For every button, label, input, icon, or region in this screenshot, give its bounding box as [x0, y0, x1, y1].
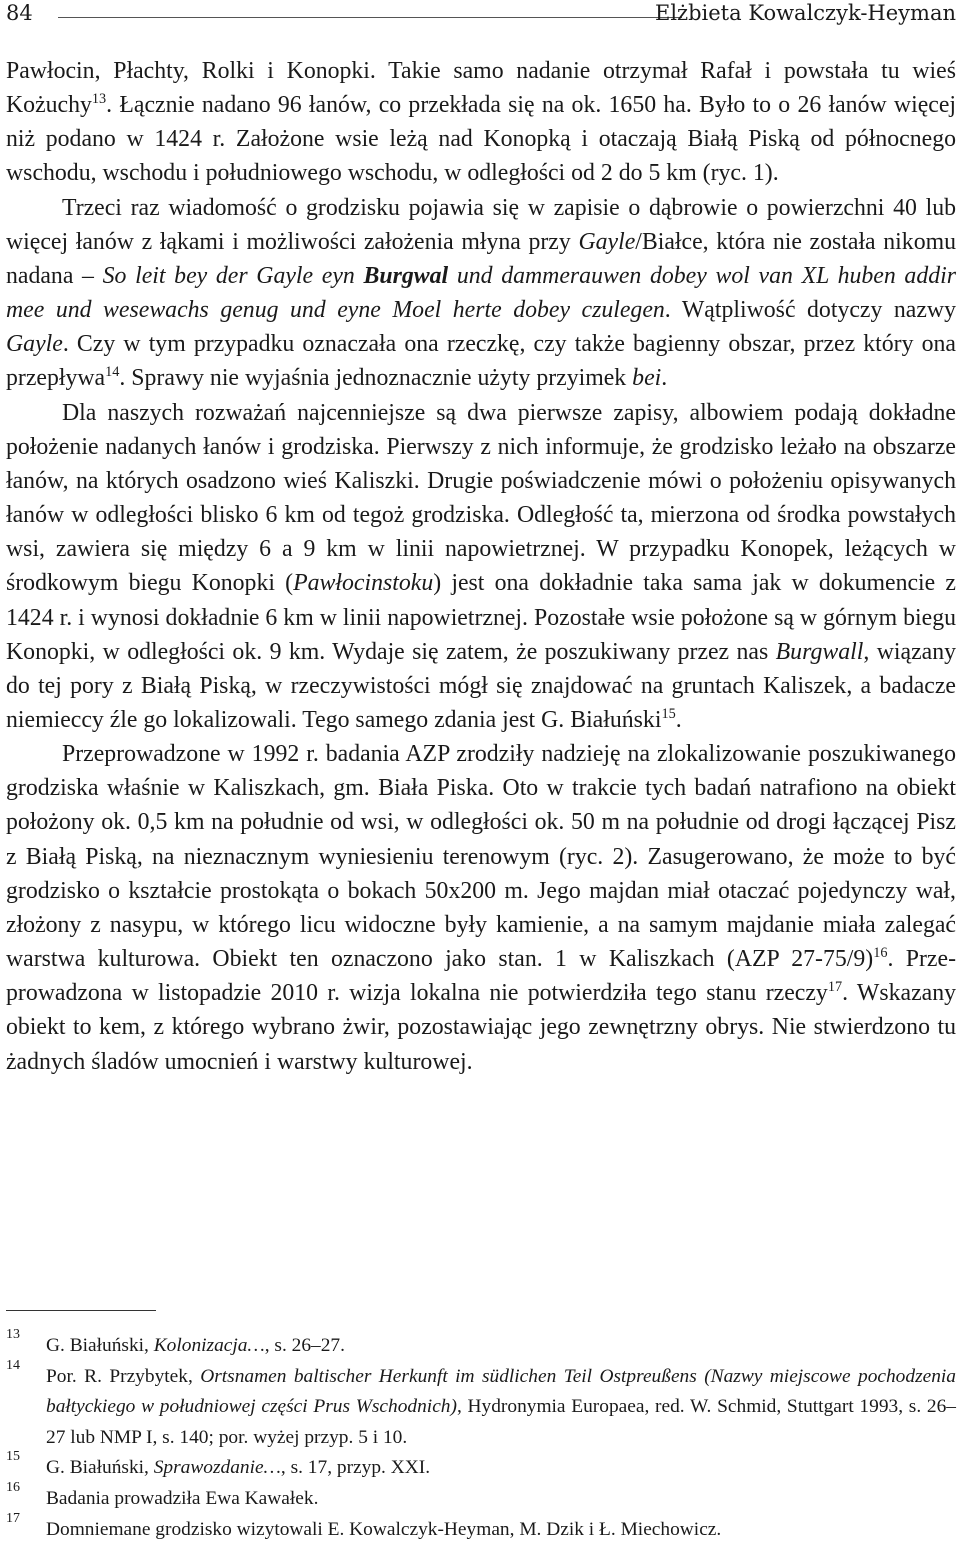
footnote	[6, 1510, 956, 1546]
paragraph	[6, 396, 956, 738]
paragraph	[6, 737, 956, 1079]
text-run: , s. 17, przyp. XXI.	[280, 1457, 431, 1479]
italic-text: Sprawozdanie…	[153, 1457, 281, 1479]
footnote	[6, 1479, 956, 1515]
text-run: Badania prowadziła Ewa Kawałek.	[46, 1487, 319, 1509]
footnote-text	[46, 1362, 956, 1454]
italic-text: und dammerauwen dobey wol van XL huben addir mee und wesewachs genug und eyne Moel herte dobey czulegen	[6, 262, 956, 324]
paragraph	[6, 191, 956, 396]
footnote-reference: 14	[105, 364, 120, 381]
italic-text: Burgwall	[775, 638, 864, 665]
italic-text: Ortsnamen baltischer Herkunft im südlichen Teil Ostpreußens (Nazwy miejscowe pochodzenia bałtyckiego w południowej części Prus Wschodnich)	[46, 1365, 957, 1418]
italic-text: Gayle	[578, 228, 636, 255]
text-run: .	[661, 365, 668, 392]
text-run: G. Białuński,	[46, 1335, 154, 1356]
body-text	[6, 54, 956, 1079]
bold-italic-text: Burgwal	[363, 262, 449, 289]
footnote-reference: 16	[873, 945, 888, 962]
footnote-reference: 15	[661, 706, 676, 723]
footnote-reference: 13	[91, 91, 107, 108]
page-number: 84	[6, 1, 33, 25]
text-run: Domniemane grodzisko wizytowali E. Kowalczyk-Heyman, M. Dzik i Ł. Miechowicz.	[46, 1518, 722, 1540]
running-header	[6, 0, 956, 30]
italic-text: Gayle	[6, 331, 63, 358]
footnote-text	[46, 1515, 956, 1546]
footnote-reference: 17	[827, 979, 843, 996]
footnote	[6, 1327, 956, 1362]
footnote-number: 17	[6, 1510, 20, 1526]
footnote	[6, 1357, 957, 1454]
text-run: , wiązany do tej pory z Białą Piską, w rzeczywistości mógł się znajdować na gruntach Kaliszek, a badacze niemieccy źle go lokalizowali. Tego samego zdania jest G. Białuński	[6, 638, 956, 733]
text-run: , s. 26–27.	[264, 1335, 345, 1356]
paragraph	[6, 54, 956, 191]
text-run: . Wskazany obiekt to kem, z którego wybrano żwir, pozostawiając jego zewnętrzny obrys. Nie stwierdzono tu żadnych śladów umocnień i warstwy kulturowej.	[6, 980, 956, 1075]
running-author: Elżbieta Kowalczyk-Heyman	[654, 1, 956, 25]
footnotes	[6, 1327, 957, 1545]
text-run: Dla naszych rozważań najcenniejsze są dwa pierwsze zapisy, albowiem podają dokładne położenie nadanych łanów i grodziska. Pierwszy z nich informuje, że grodzisko leżało na obszarze łanów, na których osadzono wieś Kaliszki. Drugie poświadczenie mówi o położeniu opisywanych łanów w odległości blisko 6 km od tegoż grodziska. Odległość ta, mierzona od środka powstałych wsi, zawiera się między 6 a 9 km w linii napowietrznej. W przypadku Konopek, leżących w środkowym biegu Konopki (	[6, 399, 956, 597]
text-run: . Wątpliwość dotyczy nazwy	[664, 297, 956, 324]
footnote-text	[46, 1453, 956, 1484]
text-run: . Czy w tym przypadku oznaczała ona rzeczkę, czy także bagienny obszar, przez który ona przepływa	[6, 331, 956, 392]
text-run: Przeprowadzone w 1992 r. badania AZP zrodziły nadzieję na zlokalizowanie poszukiwanego grodziska właśnie w Kaliszkach, gm. Biała Piska. Oto w trakcie tych badań natrafiono na obiekt położony ok. 0,5 km na południe od wsi, w odległości ok. 50 m na południe od drogi łączącej Pisz z Białą Piską, na nieznacznym wyniesieniu terenowym (ryc. 2). Zasugerowano, że może to być grodzisko o kształcie prostokąta o bokach 50x200 m. Jego majdan miał otaczać pojedynczy wał, złożony z nasypu, w którego licu widoczne były kamienie, a na samym majdanie miała zalegać warstwa kulturowa. Obiekt ten oznaczono jako stan. 1 w Kaliszkach (AZP 27-75/9)	[6, 741, 956, 973]
text-run: G. Białuński,	[46, 1457, 154, 1479]
footnote-number: 13	[6, 1327, 20, 1342]
text-run: ) jest ona dokładnie taka sama jak w dokumencie z 1424 r. i wynosi dokładnie 6 km w linii napowietrznej. Pozostałe wsie położone są w górnym biegu Konopki, w odległości ok. 9 km. Wydaje się zatem, że poszukiwany przez nas	[6, 570, 956, 665]
text-run: Trzeci raz wiadomość o grodzisku pojawia się w zapisie o dąbrowie o powierzchni 40 lub więcej łanów z łąkami i możliwości założenia młyna przy	[6, 194, 956, 255]
italic-text: bei	[632, 365, 662, 392]
italic-text: Pawłocinstoku	[293, 570, 434, 597]
text-run: . Łącznie nadano 96 łanów, co przekłada się na ok. 1650 ha. Było to o 26 łanów więcej niż podano w 1424 r. Założone wsie leżą nad Konopką i otaczają Białą Piską od północnego wschodu, wschodu i południowego wschodu, w odległości od 2 do 5 km (ryc. 1).	[6, 92, 956, 187]
footnote-text	[46, 1331, 956, 1362]
italic-text: So leit bey der Gayle eyn	[102, 262, 364, 289]
text-run: , Hydronymia Europaea, red. W. Schmid, Stuttgart 1993, s. 26–27 lub NMP I, s. 140; por. wyżej przyp. 5 i 10.	[46, 1396, 956, 1448]
footnote-text	[46, 1484, 956, 1515]
footnote	[6, 1449, 956, 1484]
text-run: Pawłocin, Płachty, Rolki i Konopki. Takie samo nadanie otrzymał Rafał i powstała tu wieś Kożuchy	[6, 58, 956, 119]
text-run: /Białce, która nie została nikomu nadana –	[6, 228, 956, 289]
footnotes-rule	[6, 1310, 156, 1311]
footnote-number: 15	[6, 1449, 20, 1465]
footnote-number: 16	[6, 1479, 20, 1495]
header-rule	[58, 17, 682, 18]
text-run: . Przeprowadzona w listopadzie 2010 r. wizja lokalna nie potwierdziła tego stanu rzeczy	[6, 946, 956, 1007]
text-run: . Sprawy nie wyjaśnia jednoznacznie użyty przyimek	[119, 365, 633, 392]
text-run: .	[675, 706, 682, 733]
footnote-number: 14	[6, 1357, 20, 1373]
text-run: Por. R. Przybytek,	[46, 1365, 201, 1387]
italic-text: Kolonizacja…	[153, 1335, 265, 1356]
